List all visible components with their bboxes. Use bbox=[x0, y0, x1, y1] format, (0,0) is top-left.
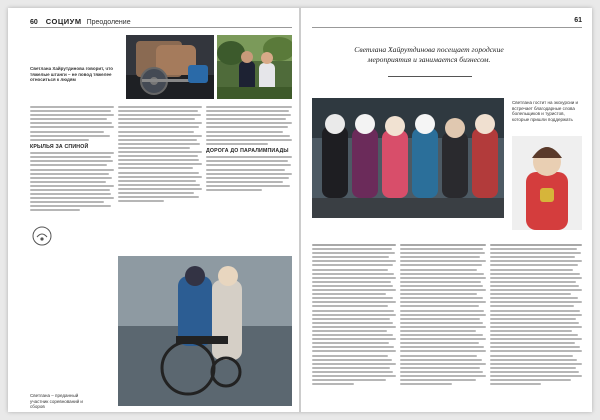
wheelchair-photo bbox=[118, 256, 292, 406]
body-column-5 bbox=[400, 244, 486, 387]
page-number-right: 61 bbox=[574, 17, 582, 24]
body-column-6 bbox=[490, 244, 582, 387]
photo-caption-bottom: Светлана – преданный участник соревнований и сборов bbox=[30, 393, 83, 410]
page-number-left: 60 bbox=[30, 19, 38, 26]
right-page bbox=[302, 8, 592, 412]
header-rule-right bbox=[312, 27, 582, 28]
portrait-award-photo bbox=[512, 136, 582, 230]
header-rule bbox=[30, 27, 292, 28]
section-subtitle: Преодоление bbox=[86, 19, 131, 26]
spine bbox=[299, 8, 301, 412]
body-column-1 bbox=[30, 106, 114, 214]
section-heading-wings: КРЫЛЬЯ ЗА СПИНОЙ bbox=[30, 143, 89, 150]
quote-rule bbox=[388, 76, 472, 77]
magazine-spread bbox=[8, 8, 592, 412]
weightlifting-photo bbox=[126, 35, 214, 99]
left-page bbox=[8, 8, 298, 412]
pull-quote: Светлана Хайрутдинова посещает городские мероприятия и занимается бизнесом. bbox=[354, 45, 504, 64]
body-column-2 bbox=[118, 106, 202, 204]
photo-caption-top: Светлана Хайрутдинова говорит, что тяжелые штанги – не повод тяжелее относиться к людям bbox=[30, 66, 113, 83]
section-heading-paralympics: ДОРОГА ДО ПАРАЛИМПИАДЫ bbox=[206, 147, 289, 154]
photo-caption-side: Светлана гостит на экскурсии и встречает благодарные слова болельщиков и туристов, которые пришли поддержать bbox=[512, 100, 579, 122]
body-column-4 bbox=[312, 244, 396, 387]
body-column-3 bbox=[206, 106, 292, 193]
event-photo bbox=[312, 98, 504, 218]
women-outdoors-photo bbox=[217, 35, 292, 99]
section-title: СОЦИУМ bbox=[45, 17, 82, 26]
circle-logo-icon bbox=[32, 226, 52, 246]
